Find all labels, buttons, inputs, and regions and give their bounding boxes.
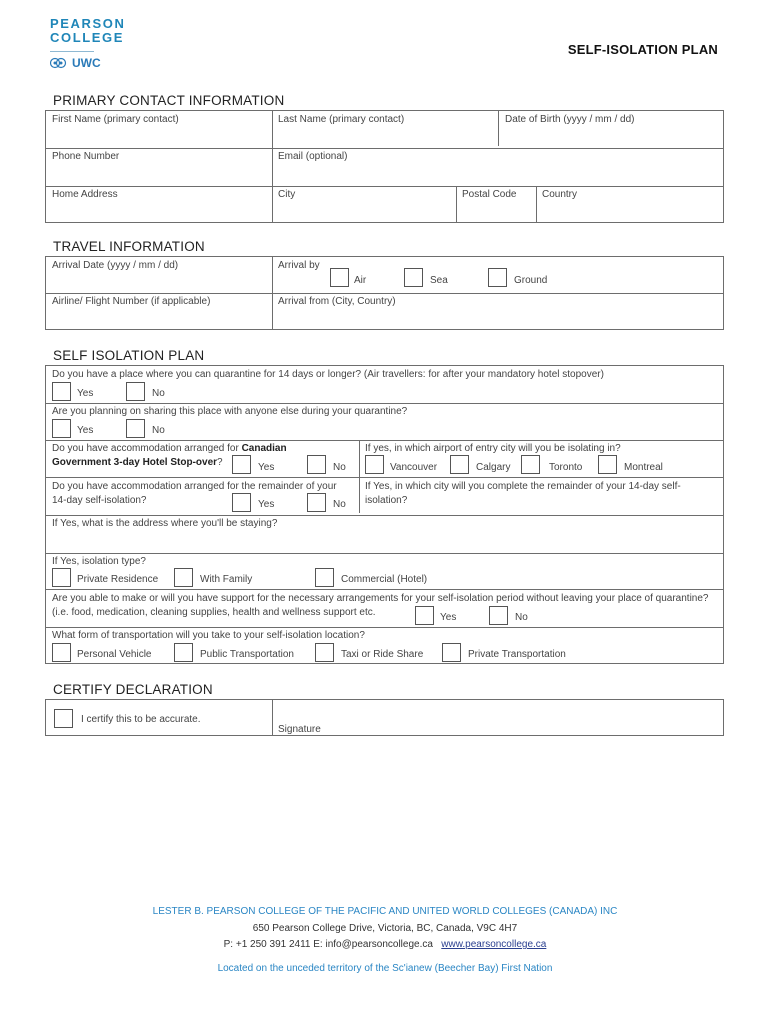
q2-no-label: No <box>152 425 165 436</box>
row-divider <box>46 589 723 590</box>
row-divider <box>46 186 723 187</box>
q2-yes-checkbox[interactable] <box>52 419 71 438</box>
calgary-checkbox[interactable] <box>450 455 469 474</box>
row-divider <box>46 148 723 149</box>
isolation-type-question: If Yes, isolation type? <box>52 556 146 567</box>
ground-checkbox[interactable] <box>488 268 507 287</box>
q7-yes-checkbox[interactable] <box>415 606 434 625</box>
country-field[interactable]: Country <box>542 189 578 200</box>
air-checkbox[interactable] <box>330 268 349 287</box>
uwc-text: UWC <box>72 56 101 70</box>
email-field[interactable]: Email (optional) <box>278 151 348 162</box>
arrival-by-label: Arrival by <box>278 260 320 271</box>
row-divider <box>46 440 723 441</box>
with-family-label: With Family <box>200 574 253 585</box>
logo-divider <box>50 51 94 52</box>
pearson-college-logo <box>50 17 140 70</box>
logo-line-2: COLLEGE <box>50 30 125 45</box>
primary-contact-heading: PRIMARY CONTACT INFORMATION <box>53 93 285 108</box>
hotel-stopover-question-line2 <box>52 457 223 469</box>
toronto-checkbox[interactable] <box>521 455 540 474</box>
self-isolation-heading: SELF ISOLATION PLAN <box>53 348 205 363</box>
home-address-field[interactable]: Home Address <box>52 189 118 200</box>
support-arrangements-question: Are you able to make or will you have support for the necessary arrangements for your self-isolation period without leaving your place of quarantine? (i.e. food, medication, cleaning supplies, health and wellness support etc. <box>52 593 709 618</box>
footer-org-name: LESTER B. PEARSON COLLEGE OF THE PACIFIC AND UNITED WORLD COLLEGES (CANADA) INC <box>152 906 618 917</box>
primary-contact-table <box>45 110 724 223</box>
first-name-field[interactable]: First Name (primary contact) <box>52 114 179 125</box>
self-isolation-table <box>45 365 724 664</box>
personal-vehicle-label: Personal Vehicle <box>77 649 152 660</box>
vancouver-checkbox[interactable] <box>365 455 384 474</box>
q7-no-checkbox[interactable] <box>489 606 508 625</box>
sea-label: Sea <box>430 275 448 286</box>
date-of-birth-field[interactable]: Date of Birth (yyyy / mm / dd) <box>505 114 635 125</box>
travel-info-heading: TRAVEL INFORMATION <box>53 239 205 254</box>
footer-contact: P: +1 250 391 2411 E: info@pearsoncollege.ca <box>223 939 433 950</box>
personal-vehicle-checkbox[interactable] <box>52 643 71 662</box>
row-divider <box>46 553 723 554</box>
q1-no-checkbox[interactable] <box>126 382 145 401</box>
certify-table <box>45 699 724 736</box>
q1-no-label: No <box>152 388 165 399</box>
q3-yes-label: Yes <box>258 462 275 473</box>
certify-heading: CERTIFY DECLARATION <box>53 682 213 697</box>
column-divider <box>536 186 537 222</box>
q7-yes-label: Yes <box>440 612 457 623</box>
q7-no-label: No <box>515 612 528 623</box>
public-transportation-label: Public Transportation <box>200 649 294 660</box>
taxi-label: Taxi or Ride Share <box>341 649 424 660</box>
airline-field[interactable]: Airline/ Flight Number (if applicable) <box>52 296 211 307</box>
calgary-label: Calgary <box>476 462 511 473</box>
stay-address-field[interactable]: If Yes, what is the address where you'll be staying? <box>52 518 278 529</box>
airport-city-question: If yes, in which airport of entry city will you be isolating in? <box>365 443 621 454</box>
q4-yes-checkbox[interactable] <box>232 493 251 512</box>
montreal-checkbox[interactable] <box>598 455 617 474</box>
row-divider <box>46 403 723 404</box>
q3-text-b: Canadian <box>241 443 287 454</box>
document-title: SELF-ISOLATION PLAN <box>567 42 718 57</box>
last-name-field[interactable]: Last Name (primary contact) <box>278 114 405 125</box>
commercial-hotel-label: Commercial (Hotel) <box>341 574 428 585</box>
phone-field[interactable]: Phone Number <box>52 151 120 162</box>
uwc-logo <box>50 56 140 70</box>
q3-text-c: Government 3-day Hotel Stop-over <box>52 457 218 468</box>
row-divider <box>46 515 723 516</box>
q3-no-label: No <box>333 462 346 473</box>
q3-text-d: ? <box>217 457 223 468</box>
sharing-place-question: Are you planning on sharing this place with anyone else during your quarantine? <box>52 406 408 417</box>
travel-info-table <box>45 256 724 330</box>
footer-territory: Located on the unceded territory of the Sc'ianew (Beecher Bay) First Nation <box>217 963 553 974</box>
commercial-hotel-checkbox[interactable] <box>315 568 334 587</box>
q2-no-checkbox[interactable] <box>126 419 145 438</box>
ground-label: Ground <box>514 275 548 286</box>
q4-no-checkbox[interactable] <box>307 493 326 512</box>
column-divider <box>272 700 273 735</box>
column-divider <box>272 111 273 222</box>
postal-code-field[interactable]: Postal Code <box>462 189 517 200</box>
uwc-globe-icon <box>50 57 70 69</box>
private-residence-label: Private Residence <box>77 574 159 585</box>
q1-yes-checkbox[interactable] <box>52 382 71 401</box>
q4-no-label: No <box>333 499 346 510</box>
certify-checkbox[interactable] <box>54 709 73 728</box>
q3-text-a: Do you have accommodation arranged for <box>52 443 242 454</box>
column-divider <box>359 440 360 513</box>
footer-address: 650 Pearson College Drive, Victoria, BC, Canada, V9C 4H7 <box>252 923 518 934</box>
montreal-label: Montreal <box>624 462 663 473</box>
logo-line-1: PEARSON <box>50 16 126 31</box>
footer-website-link[interactable]: www.pearsoncollege.ca <box>441 939 547 950</box>
column-divider <box>498 111 499 146</box>
sea-checkbox[interactable] <box>404 268 423 287</box>
hotel-stopover-question <box>52 443 287 455</box>
arrival-from-field[interactable]: Arrival from (City, Country) <box>278 296 396 307</box>
column-divider <box>272 257 273 329</box>
q1-yes-label: Yes <box>77 388 94 399</box>
signature-field[interactable]: Signature <box>278 724 321 735</box>
remainder-city-question: If Yes, in which city will you complete the remainder of your 14-day self-isolation? <box>365 481 681 506</box>
arrival-date-field[interactable]: Arrival Date (yyyy / mm / dd) <box>52 260 179 271</box>
q3-yes-checkbox[interactable] <box>232 455 251 474</box>
certify-label: I certify this to be accurate. <box>81 714 201 725</box>
vancouver-label: Vancouver <box>390 462 438 473</box>
with-family-checkbox[interactable] <box>174 568 193 587</box>
private-transportation-checkbox[interactable] <box>442 643 461 662</box>
q3-no-checkbox[interactable] <box>307 455 326 474</box>
q2-yes-label: Yes <box>77 425 94 436</box>
taxi-checkbox[interactable] <box>315 643 334 662</box>
public-transportation-checkbox[interactable] <box>174 643 193 662</box>
quarantine-place-question: Do you have a place where you can quarantine for 14 days or longer? (Air travellers: for after your mandatory hotel stopover) <box>52 369 604 380</box>
air-label: Air <box>354 275 367 286</box>
footer-contact-line <box>0 939 770 951</box>
toronto-label: Toronto <box>549 462 583 473</box>
row-divider <box>46 627 723 628</box>
transportation-question: What form of transportation will you take to your self-isolation location? <box>52 630 365 641</box>
column-divider <box>456 186 457 222</box>
private-transportation-label: Private Transportation <box>468 649 566 660</box>
q4-yes-label: Yes <box>258 499 275 510</box>
row-divider <box>46 477 723 478</box>
row-divider <box>46 293 723 294</box>
private-residence-checkbox[interactable] <box>52 568 71 587</box>
remainder-accommodation-question: Do you have accommodation arranged for the remainder of your 14-day self-isolation? <box>52 481 337 506</box>
city-field[interactable]: City <box>278 189 296 200</box>
